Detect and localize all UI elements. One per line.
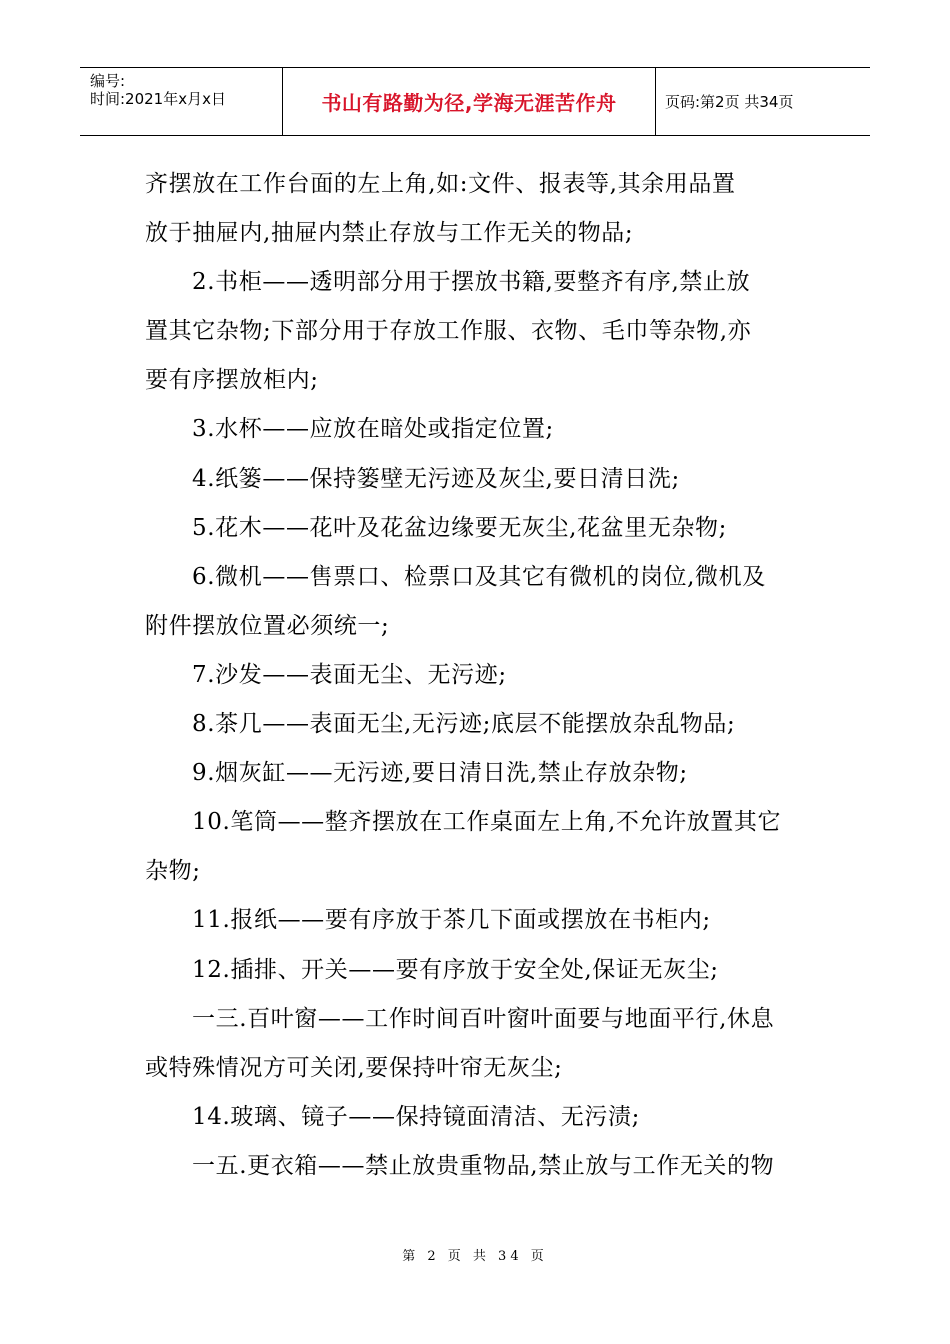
text-line: 或特殊情况方可关闭,要保持叶帘无灰尘; — [145, 1054, 563, 1081]
text-line: 8.茶几——表面无尘,无污迹;底层不能摆放杂乱物品; — [192, 711, 736, 738]
text-line: 要有序摆放柜内; — [145, 367, 319, 394]
header-meta — [80, 68, 282, 135]
page-footer: 第 2 页 共 34 页 — [402, 1249, 548, 1264]
text-line: 一三.百叶窗——工作时间百叶窗叶面要与地面平行,休息 — [192, 1005, 775, 1032]
document-date: 时间:2021年x月x日 — [90, 90, 226, 108]
text-line: 一五.更衣箱——禁止放贵重物品,禁止放与工作无关的物 — [192, 1152, 775, 1179]
text-line: 6.微机——售票口、检票口及其它有微机的岗位,微机及 — [192, 563, 766, 590]
text-line: 9.烟灰缸——无污迹,要日清日洗,禁止存放杂物; — [192, 760, 688, 787]
header-page-info: 页码:第2页 共34页 — [665, 93, 794, 111]
text-line: 10.笔筒——整齐摆放在工作桌面左上角,不允许放置其它 — [192, 809, 782, 836]
page-header — [80, 67, 870, 136]
text-line: 12.插排、开关——要有序放于安全处,保证无灰尘; — [192, 956, 719, 983]
text-line: 附件摆放位置必须统一; — [145, 612, 390, 639]
text-line: 3.水杯——应放在暗处或指定位置; — [192, 416, 554, 443]
text-line: 置其它杂物;下部分用于存放工作服、衣物、毛巾等杂物,亦 — [145, 318, 752, 345]
text-line: 5.花木——花叶及花盆边缘要无灰尘,花盆里无杂物; — [192, 514, 728, 541]
text-line: 14.玻璃、镜子——保持镜面清洁、无污渍; — [192, 1103, 640, 1130]
text-line: 杂物; — [145, 858, 201, 885]
text-line: 4.纸篓——保持篓壁无污迹及灰尘,要日清日洗; — [192, 465, 680, 492]
document-number-label: 编号: — [90, 72, 126, 90]
text-line: 齐摆放在工作台面的左上角,如:文件、报表等,其余用品置 — [145, 171, 736, 197]
text-line: 11.报纸——要有序放于茶几下面或摆放在书柜内; — [192, 907, 711, 934]
text-line: 2.书柜——透明部分用于摆放书籍,要整齐有序,禁止放 — [192, 269, 751, 296]
header-motto: 书山有路勤为径,学海无涯苦作舟 — [282, 68, 656, 135]
text-line: 7.沙发——表面无尘、无污迹; — [192, 661, 507, 688]
text-line: 放于抽屉内,抽屉内禁止存放与工作无关的物品; — [145, 220, 634, 247]
document-body — [145, 160, 810, 1191]
